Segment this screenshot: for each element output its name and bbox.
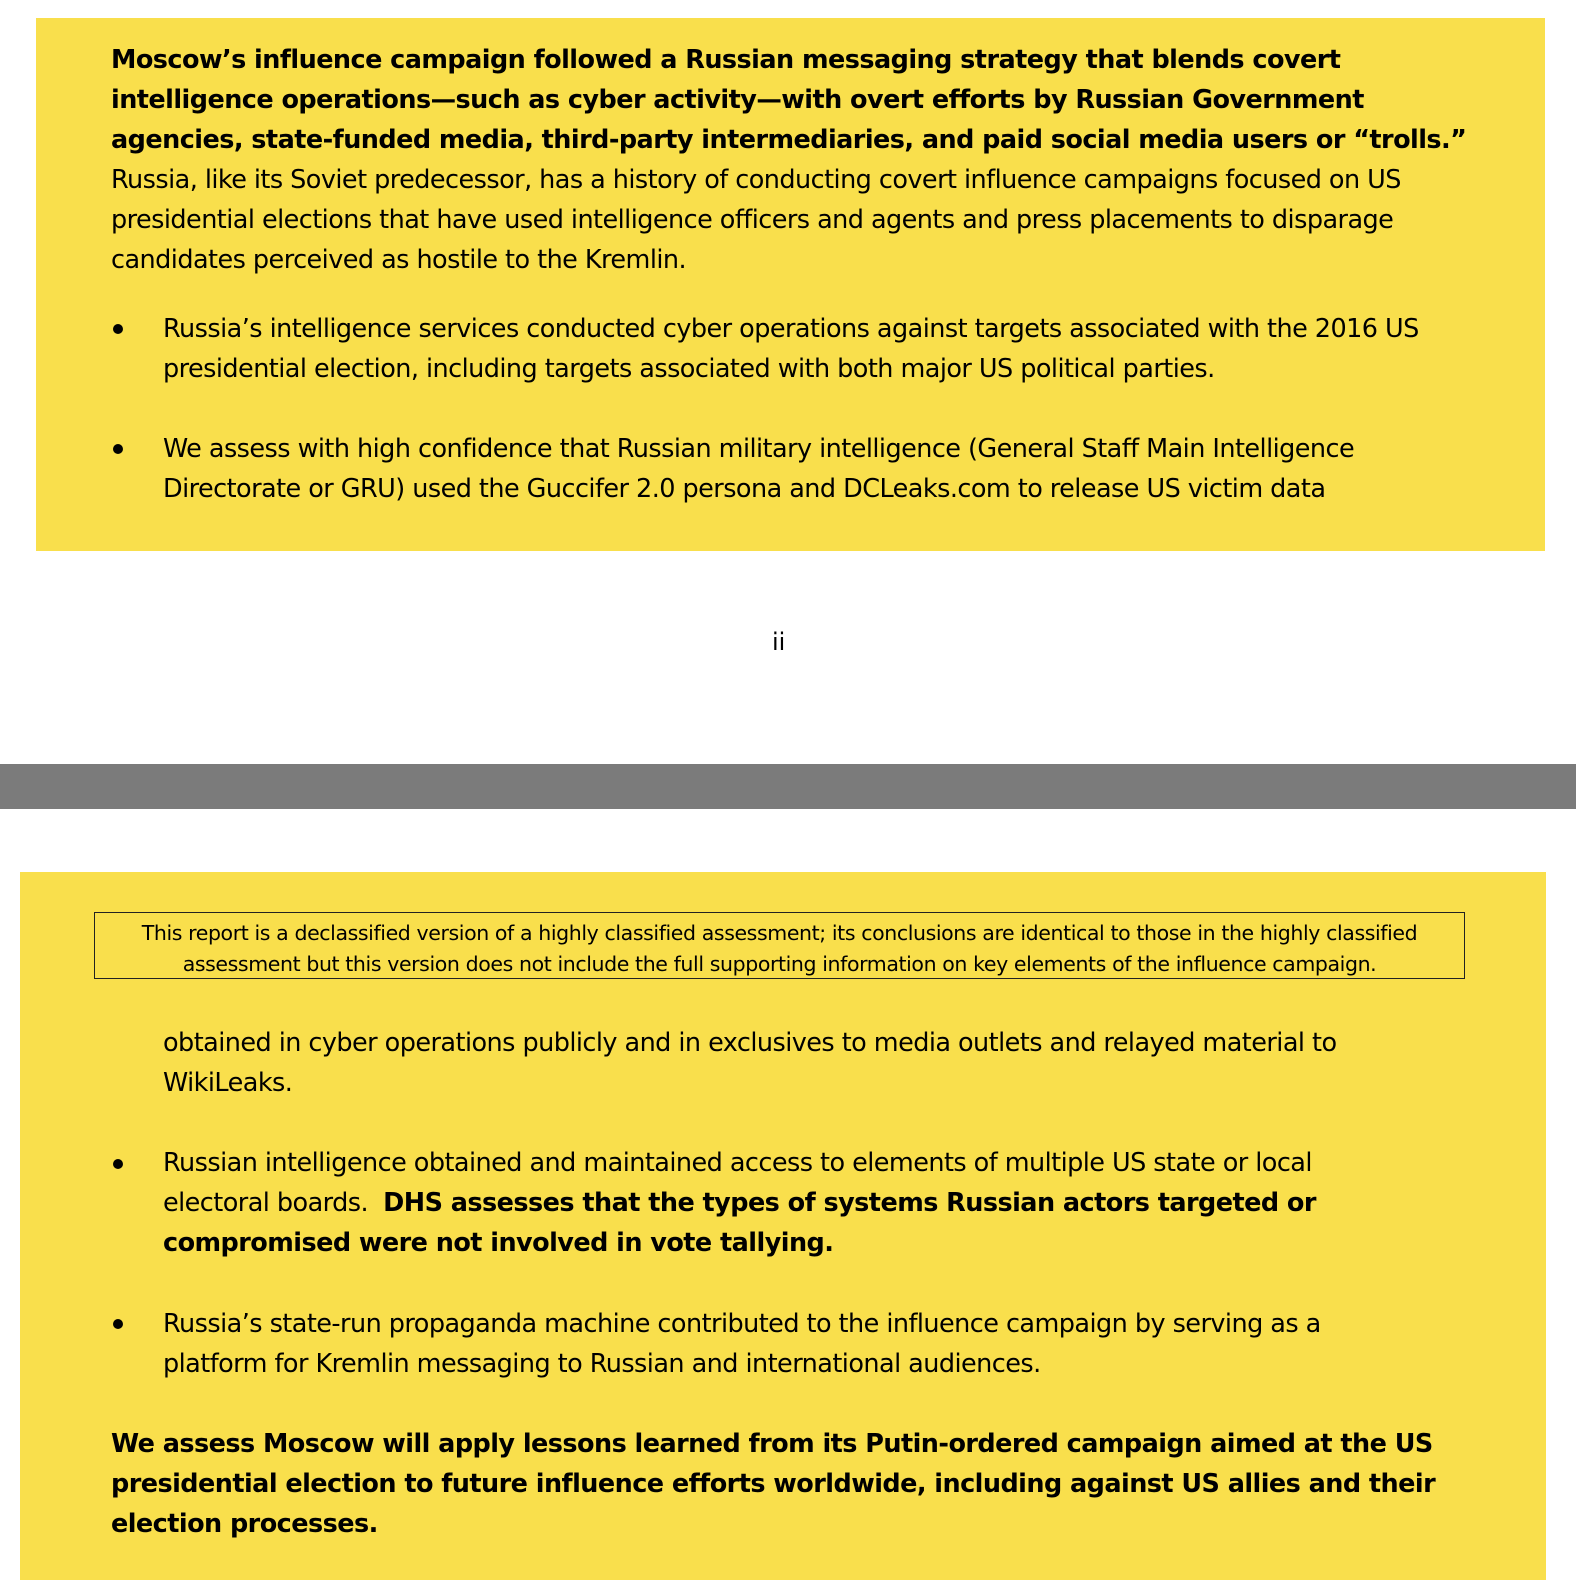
bullet-text-line: platform for Kremlin messaging to Russian and international audiences. xyxy=(163,1349,1041,1379)
bullet-text-line: Russia’s intelligence services conducted cyber operations against targets associated with the 2016 US xyxy=(163,314,1419,344)
dhs-assessment-bold: DHS assesses that the types of systems Russian actors targeted or xyxy=(383,1188,1316,1218)
declassified-disclaimer-box xyxy=(94,912,1465,979)
conclusion-paragraph xyxy=(111,1424,1435,1544)
bullet-text-line: Directorate or GRU) used the Guccifer 2.0 persona and DCLeaks.com to release US victim data xyxy=(163,474,1326,504)
intro-regular-line: Russia, like its Soviet predecessor, has a history of conducting covert influence campaigns focused on US xyxy=(111,165,1401,195)
intro-paragraph xyxy=(111,40,1466,280)
bullet-text-line: Russian intelligence obtained and maintained access to elements of multiple US state or local xyxy=(163,1148,1312,1178)
bullet-text-line: obtained in cyber operations publicly and in exclusives to media outlets and relayed material to xyxy=(163,1028,1337,1058)
bullet-icon xyxy=(113,444,123,454)
conclusion-line: presidential election to future influence efforts worldwide, including against US allies and their xyxy=(111,1469,1436,1499)
bullet-text-regular: electoral boards. xyxy=(163,1188,384,1218)
intro-regular-line: presidential elections that have used intelligence officers and agents and press placements to disparage xyxy=(111,205,1394,235)
intro-regular-line: candidates perceived as hostile to the Kremlin. xyxy=(111,245,687,275)
bullet-text-line: WikiLeaks. xyxy=(163,1068,293,1098)
intro-bold-line: Moscow’s influence campaign followed a Russian messaging strategy that blends covert xyxy=(111,45,1341,75)
intro-bold-line: agencies, state-funded media, third-party intermediaries, and paid social media users or “trolls.” xyxy=(111,125,1467,155)
bullet-text-line: We assess with high confidence that Russian military intelligence (General Staff Main Intelligence xyxy=(163,434,1355,464)
bullet-item xyxy=(163,309,1419,389)
continued-bullet-item xyxy=(163,1023,1337,1103)
page-number: ii xyxy=(772,628,786,656)
bullet-text-line: Russia’s state-run propaganda machine contributed to the influence campaign by serving as a xyxy=(163,1309,1321,1339)
bullet-item xyxy=(163,1304,1321,1384)
bullet-icon xyxy=(113,1319,123,1329)
bullet-item xyxy=(163,1143,1316,1263)
dhs-assessment-bold: compromised were not involved in vote tallying. xyxy=(163,1228,834,1258)
bullet-item xyxy=(163,429,1354,509)
page-separator xyxy=(0,764,1576,809)
disclaimer-line: This report is a declassified version of a highly classified assessment; its conclusions are identical to those in the highly classified xyxy=(141,921,1418,945)
conclusion-line: We assess Moscow will apply lessons learned from its Putin-ordered campaign aimed at the US xyxy=(111,1429,1433,1459)
bullet-text-line: presidential election, including targets associated with both major US political parties. xyxy=(163,354,1215,384)
bullet-text-line xyxy=(163,1183,1316,1223)
disclaimer-line: assessment but this version does not include the full supporting information on key elements of the influence campaign. xyxy=(182,952,1377,976)
bullet-icon xyxy=(113,324,123,334)
conclusion-line: election processes. xyxy=(111,1509,378,1539)
bullet-icon xyxy=(113,1159,123,1169)
intro-bold-line: intelligence operations—such as cyber activity—with overt efforts by Russian Government xyxy=(111,85,1364,115)
